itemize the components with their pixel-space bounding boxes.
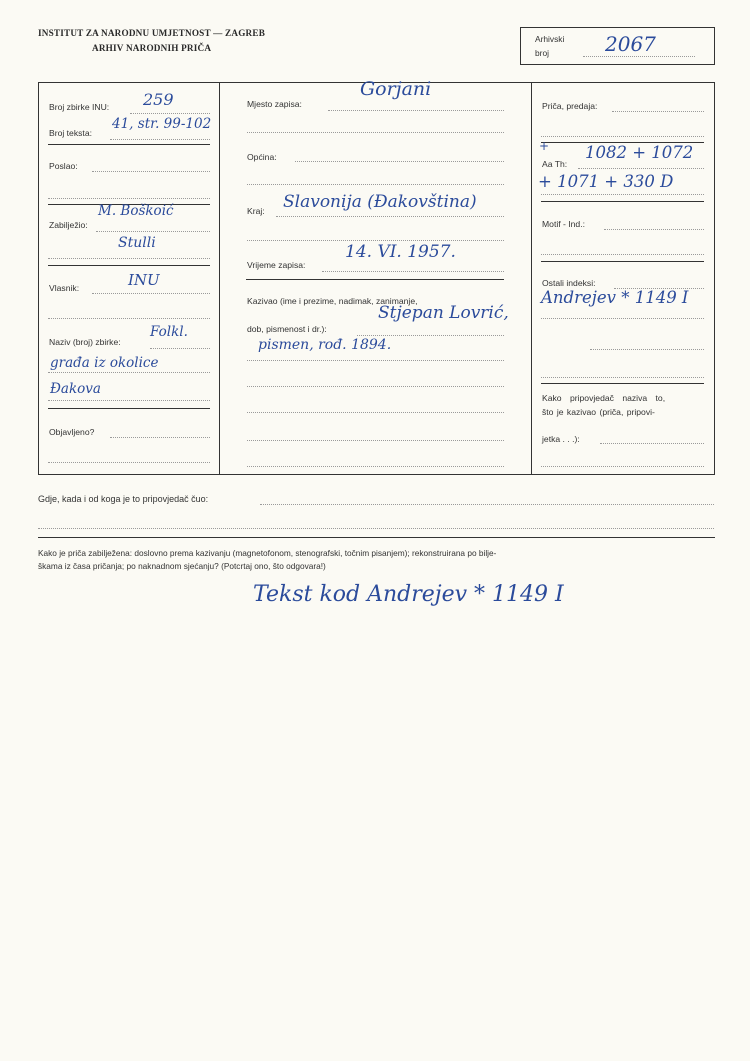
aath-plus-mark: + — [539, 139, 550, 153]
narrator-label-2: dob, pismenost i dr.): — [247, 324, 327, 334]
narrator-call-label-3: jetka . . .): — [542, 434, 580, 444]
archive-number-label-2: broj — [535, 48, 549, 58]
region-label: Kraj: — [247, 206, 265, 216]
archive-title: ARHIV NARODNIH PRIČA — [92, 43, 212, 53]
aath-label: Aa Th: — [542, 159, 568, 169]
owner-value: INU — [128, 271, 160, 289]
motif-label: Motif - Ind.: — [542, 219, 585, 229]
how-recorded-line-2: škama iz časa pričanja; po naknadnom sjećanju? (Potcrtaj ono, što odgovara!) — [38, 561, 326, 571]
other-indexes-value: Andrejev * 1149 I — [541, 288, 689, 307]
right-column-divider — [531, 82, 532, 475]
left-column-divider — [219, 82, 220, 475]
where-heard-label: Gdje, kada i od koga je to pripovjedač čuo: — [38, 494, 209, 504]
archive-number-box — [520, 27, 715, 65]
narrator-call-label-1: Kako pripovjedač naziva to, — [542, 393, 666, 403]
archive-number-value: 2067 — [605, 32, 656, 56]
handwritten-note: Tekst kod Andrejev * 1149 I — [253, 582, 564, 607]
collection-number-value: 259 — [143, 90, 174, 109]
how-recorded-line-1: Kako je priča zabilježena: doslovno prema kazivanju (magnetofonom, stenografski, točnim pisanjem); rekonstruirana po bilje- — [38, 548, 497, 558]
story-label: Priča, predaja: — [542, 101, 598, 111]
recorded-by-value-1: M. Boškoić — [98, 203, 174, 219]
collection-name-value-1: Folkl. — [150, 324, 188, 340]
text-number-value: 41, str. 99-102 — [112, 116, 212, 132]
collection-name-value-2: građa iz okolice — [50, 355, 159, 371]
aath-value-1: 1082 + 1072 — [585, 143, 694, 162]
date-label: Vrijeme zapisa: — [247, 260, 306, 270]
recorded-by-value-2: Stulli — [118, 235, 156, 251]
published-label: Objavljeno? — [49, 427, 95, 437]
region-value: Slavonija (Đakovština) — [283, 192, 477, 212]
other-indexes-label: Ostali indeksi: — [542, 278, 596, 288]
place-value: Gorjani — [360, 78, 432, 100]
institute-title: INSTITUT ZA NARODNU UMJETNOST — ZAGREB — [38, 28, 266, 38]
collection-name-label: Naziv (broj) zbirke: — [49, 337, 121, 347]
place-label: Mjesto zapisa: — [247, 99, 302, 109]
narrator-value-2: pismen, rođ. 1894. — [258, 337, 392, 353]
owner-label: Vlasnik: — [49, 283, 80, 293]
text-number-label: Broj teksta: — [49, 128, 92, 138]
aath-value-2: + 1071 + 330 D — [538, 172, 674, 191]
municipality-label: Općina: — [247, 152, 277, 162]
sent-by-label: Poslao: — [49, 161, 78, 171]
collection-number-label: Broj zbirke INU: — [49, 102, 110, 112]
archive-number-label-1: Arhivski — [535, 34, 565, 44]
narrator-call-label-2: što je kazivao (priča, pripovi- — [542, 407, 655, 417]
date-value: 14. VI. 1957. — [345, 242, 456, 262]
collection-name-value-3: Đakova — [50, 381, 101, 397]
narrator-value-1: Stjepan Lovrić, — [378, 303, 509, 323]
recorded-by-label: Zabilježio: — [49, 220, 88, 230]
narrator-label-1: Kazivao (ime i prezime, nadimak, zanimanje, — [247, 296, 418, 306]
